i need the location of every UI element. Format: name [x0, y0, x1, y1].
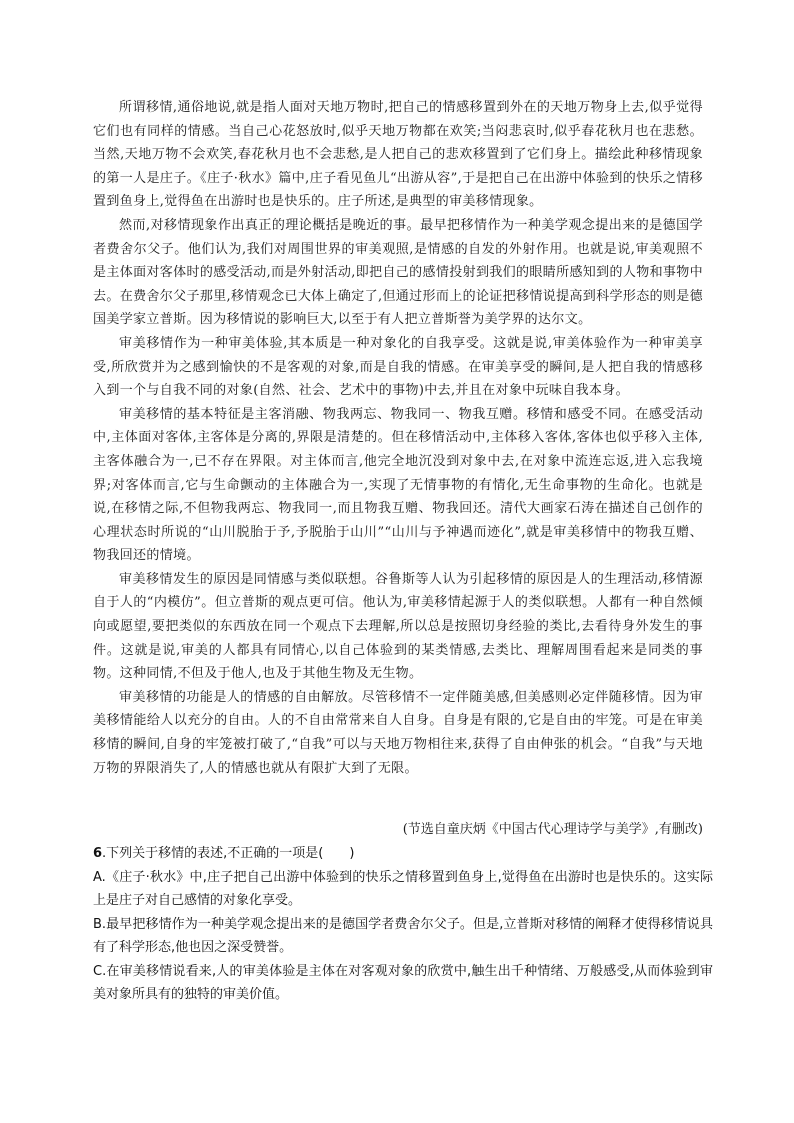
option-b: B.最早把移情作为一种美学观念提出来的是德国学者费舍尔父子。但是,立普斯对移情的阐释才使得移情说具有了科学形态,他也因之深受赞誉。: [93, 916, 713, 955]
passage-paragraph-1: 所谓移情,通俗地说,就是指人面对天地万物时,把自己的情感移置到外在的天地万物身上去,似乎觉得它们也有同样的情感。当自己心花怒放时,似乎天地万物都在欢笑;当闷悲哀时,似乎春花秋月也在悲愁。当然,天地万物不会欢笑,春花秋月也不会悲愁,是人把自己的悲欢移置到了它们身上。描绘此种移情现象的第一人是庄子。《庄子·秋水》篇中,庄子看见鱼儿“出游从容”,于是把自己在出游中体验到的快乐之情移置到鱼身上,觉得鱼在出游时也是快乐的。庄子所述,是典型的审美移情现象。: [93, 100, 703, 210]
option-a: A.《庄子·秋水》中,庄子把自己出游中体验到的快乐之情移置到鱼身上,觉得鱼在出游时也是快乐的。这实际上是庄子对自己感情的对象化享受。: [93, 869, 713, 908]
passage-paragraph-2: 然而,对移情现象作出真正的理论概括是晚近的事。最早把移情作为一种美学观念提出来的是德国学者费舍尔父子。他们认为,我们对周围世界的审美观照,是情感的自发的外射作用。也就是说,审美观照不是主体面对客体时的感受活动,而是外射活动,即把自己的感情投射到我们的眼睛所感知到的人物和事物中去。在费舍尔父子那里,移情观念已大体上确定了,但通过形而上的论证把移情说提高到科学形态的则是德国美学家立普斯。因为移情说的影响巨大,以至于有人把立普斯誉为美学界的达尔文。: [93, 217, 703, 328]
reading-passage: [93, 96, 703, 780]
question-number: 6: [93, 846, 103, 861]
question-text: .下列关于移情的表述,不正确的一项是( ): [102, 846, 355, 861]
passage-paragraph-5: 审美移情发生的原因是同情感与类似联想。谷鲁斯等人认为引起移情的原因是人的生理活动,移情源自于人的“内模仿”。但立普斯的观点更可信。他认为,审美移情起源于人的类似联想。人都有一种自然倾向或愿望,要把类似的东西放在同一个观点下去理解,所以总是按照切身经验的类比,去看待身外发生的事件。这就是说,审美的人都具有同情心,以自己体验到的某类情感,去类比、理解周围看起来是同类的事物。这种同情,不但及于他人,也及于其他生物及无生物。: [93, 571, 703, 682]
question-stem: [93, 842, 713, 866]
passage-source: (节选自童庆炳《中国古代心理诗学与美学》,有删改): [402, 822, 703, 837]
option-c: C.在审美移情说看来,人的审美体验是主体在对客观对象的欣赏中,触生出千种情绪、万般感受,从而体验到审美对象所具有的独特的审美价值。: [93, 963, 713, 1002]
passage-paragraph-4: 审美移情的基本特征是主客消融、物我两忘、物我同一、物我互赠。移情和感受不同。在感受活动中,主体面对客体,主客体是分离的,界限是清楚的。但在移情活动中,主体移入客体,客体也似乎移入主体,主客体融合为一,已不存在界限。对主体而言,他完全地沉没到对象中去,在对象中流连忘返,进入忘我境界;对客体而言,它与生命颤动的主体融合为一,实现了无情事物的有情化,无生命事物的生命化。也就是说,在移情之际,不但物我两忘、物我同一,而且物我互赠、物我回还。清代大画家石涛在描述自己创作的心理状态时所说的“山川脱胎于予,予脱胎于山川”“山川与予神遇而迹化”,就是审美移情中的物我互赠、物我回还的情境。: [93, 406, 703, 564]
passage-paragraph-6: 审美移情的功能是人的情感的自由解放。尽管移情不一定伴随美感,但美感则必定伴随移情。因为审美移情能给人以充分的自由。人的不自由常常来自人自身。自身是有限的,它是自由的牢笼。可是在审美移情的瞬间,自身的牢笼被打破了,“自我”可以与天地万物相往来,获得了自由伸张的机会。“自我”与天地万物的界限消失了,人的情感也就从有限扩大到了无限。: [93, 689, 703, 776]
question-6: [93, 842, 713, 1007]
passage-paragraph-3: 审美移情作为一种审美体验,其本质是一种对象化的自我享受。这就是说,审美体验作为一种审美享受,所欣赏并为之感到愉快的不是客观的对象,而是自我的情感。在审美享受的瞬间,是人把自我的情感移入到一个与自我不同的对象(自然、社会、艺术中的事物)中去,并且在对象中玩味自我本身。: [93, 335, 703, 399]
